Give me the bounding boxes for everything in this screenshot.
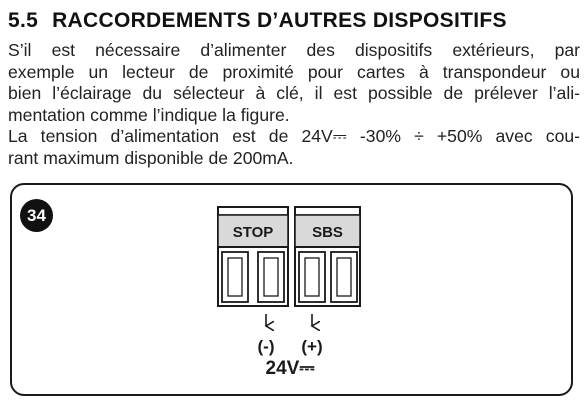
paragraph-1-line-2: exemple un lecteur de proximité pour cartes à transpondeur ou [8,61,580,82]
paragraph-2-line-2: rant maximum disponible de 200mA. [8,147,294,168]
stop-screw-right [258,252,284,302]
stop-terminal-label: STOP [232,224,274,241]
paragraph-1-line-3: bien l’éclairage du sélecteur à clé, il est possible de prélever l’ali- [8,83,580,103]
sbs-terminal-label: SBS [312,224,343,241]
section-title: RACCORDEMENTS D’AUTRES DISPOSITIFS [52,9,507,32]
positive-label: (+) [301,337,323,356]
section-number: 5.5 [8,9,39,32]
paragraph-1-line-4: mentation comme l’indique la figure. [8,104,290,125]
stop-screw-left [222,252,248,302]
paragraph-2-line-1: La tension d’alimentation est de 24V⎓ -30% ÷ +50% avec cou- [8,126,580,146]
paragraph-1-line-1: S’il est nécessaire d’alimenter des dispositifs extérieurs, par [8,40,580,60]
sbs-screw-left [299,252,325,302]
figure-number-badge: 34 [20,199,53,232]
sbs-terminal-block [295,207,360,306]
voltage-label: 24V⎓ [265,358,315,379]
sbs-screw-right [331,252,357,302]
negative-label: (-) [257,337,275,356]
stop-terminal-block [218,207,288,306]
